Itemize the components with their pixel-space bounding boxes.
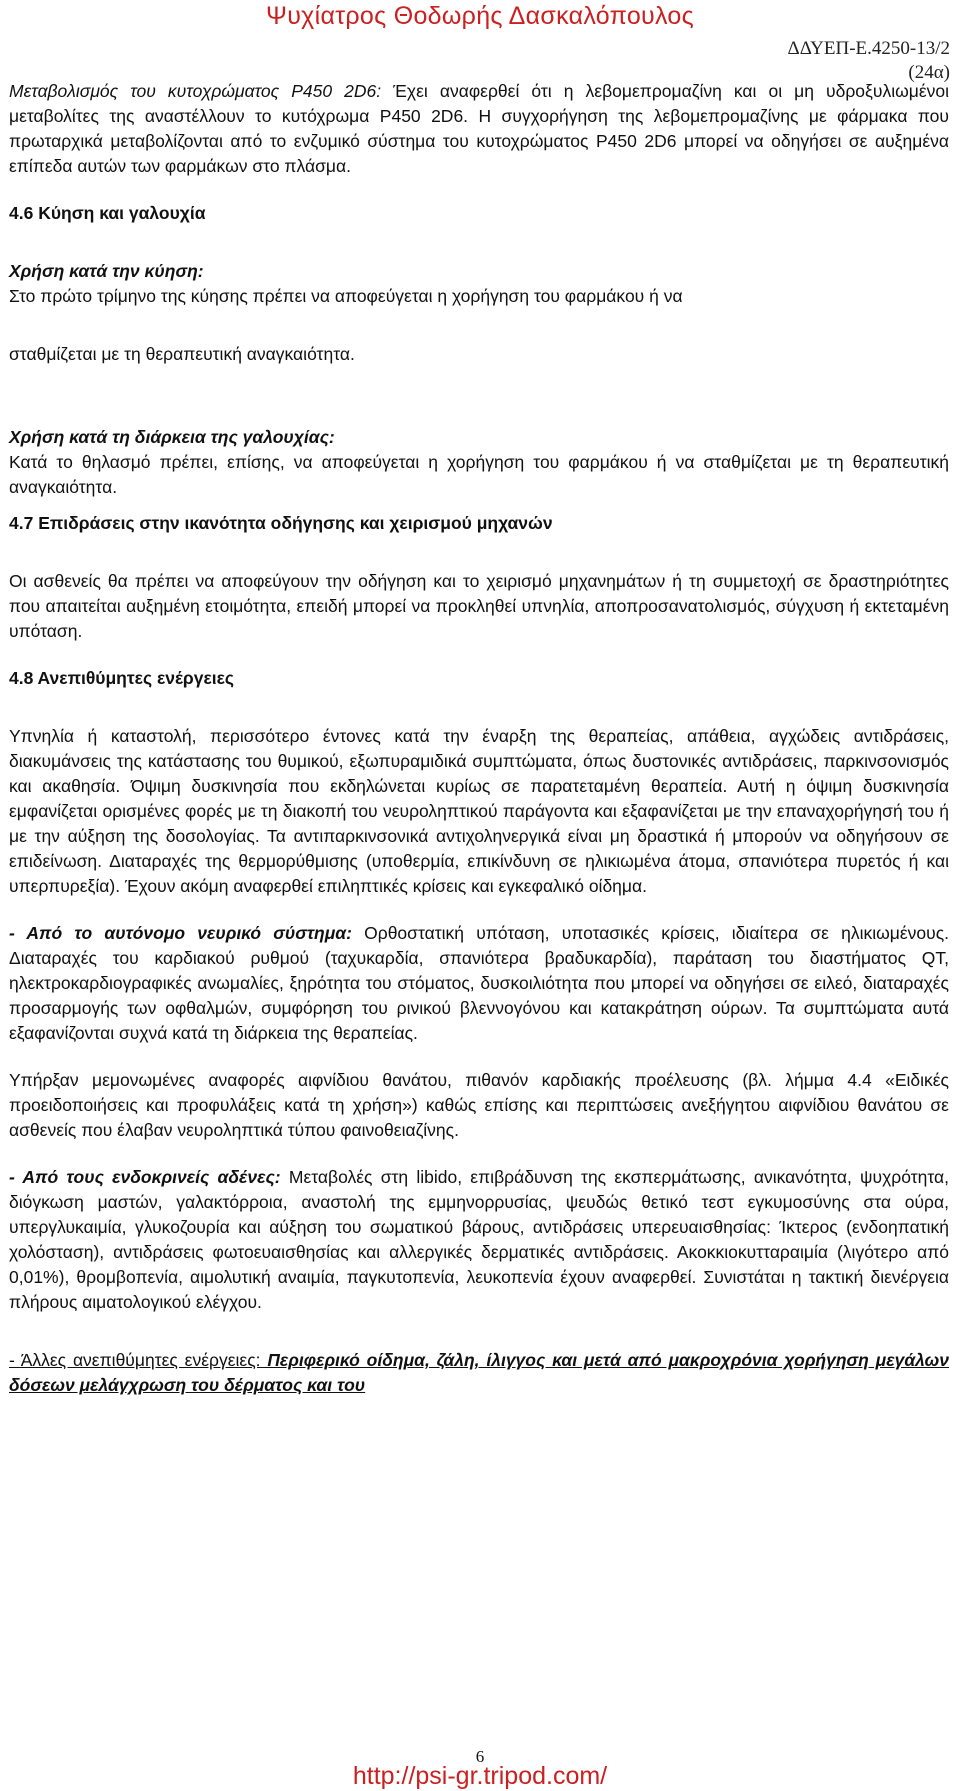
pregnancy-text-line2: σταθμίζεται με τη θεραπευτική αναγκαιότητα. (9, 344, 355, 364)
document-body (9, 79, 949, 1398)
other-effects-text: Περιφερικό οίδημα, ζάλη, ίλιγγος και μετά από μακροχρόνια χορήγηση μεγάλων δόσεων μελάγχρωση του δέρματος και του (9, 1350, 950, 1395)
page-number: 6 (475, 1747, 485, 1766)
paragraph-metabolism (9, 79, 949, 179)
paragraph-sudden-death: Υπήρξαν μεμονωμένες αναφορές αιφνίδιου θανάτου, πιθανόν καρδιακής προέλευσης (βλ. λήμμα 4.4 «Ειδικές προειδοποιήσεις και προφυλάξεις κατά τη χρήση») καθώς επίσης και περιπτώσεις ανεξήγητου αιφνίδιου θανάτου σε ασθενείς που έλαβαν νευροληπτικά τύπου φαινοθειαζίνης. (9, 1070, 949, 1140)
section-heading-4-7: 4.7 Επιδράσεις στην ικανότητα οδήγησης και χειρισμού μηχανών (9, 513, 553, 533)
section-heading-4-8: 4.8 Ανεπιθύμητες ενέργειες (9, 668, 235, 688)
lactation-text: Κατά το θηλασμό πρέπει, επίσης, να αποφεύγεται η χορήγηση του φαρμάκου ή να σταθμίζεται με τη θεραπευτική αναγκαιότητα. (9, 452, 949, 497)
paragraph-adverse-effects: Υπνηλία ή καταστολή, περισσότερο έντονες κατά την έναρξη της θεραπείας, απάθεια, αγχώδεις αντιδράσεις, διακυμάνσεις της κατάστασης του θυμικού, εξωπυραμιδικά συμπτώματα, όπως δυστονικές αντιδράσεις, παρκινσονισμός και ακαθησία. Όψιμη δυσκινησία που εκδηλώνεται κυρίως σε παρατεταμένη θεραπεία. Αυτή η όψιμη δυσκινησία εμφανίζεται ορισμένες φορές με τη διακοπή του νευροληπτικού παράγοντα και εξαφανίζεται με την επαναχορήγησή του ή με την αύξηση της δοσολογίας. Τα αντιπαρκινσονικά αντιχοληνεργικά είναι μη δραστικά ή μπορούν να οδηγήσουν σε επιδείνωση. Διαταραχές της θερμορύθμισης (υποθερμία, επικίνδυνη σε ηλικιωμένα άτομα, σπανιότερα πυρετός ή και υπερπυρεξία). Έχουν ακόμη αναφερθεί επιληπτικές κρίσεις και εγκεφαλικό οίδημα. (9, 726, 949, 896)
paragraph-endocrine (9, 1165, 949, 1315)
autonomic-text: Ορθοστατική υπόταση, υποτασικές κρίσεις, ιδιαίτερα σε ηλικιωμένους. Διαταραχές του καρδιακού ρυθμού (ταχυκαρδία, σπανιότερα βραδυκαρδία), παράταση του διαστήματος QT, ηλεκτροκαρδιογραφικές ανωμαλίες, ξηρότητα του στόματος, δυσκοιλιότητα που μπορεί να οδηγήσει σε ειλεό, διαταραχές προσαρμογής των οφθαλμών, συμφόρηση του ρινικού βλεννογόνου και κατακράτηση ούρων. Τα συμπτώματα αυτά εξαφανίζονται συχνά κατά τη διάρκεια της θεραπείας. (9, 923, 949, 1043)
lactation-subheading: Χρήση κατά τη διάρκεια της γαλουχίας: (9, 427, 335, 447)
autonomic-label: - Από το αυτόνομο νευρικό σύστημα: (9, 923, 352, 943)
section-heading-4-6: 4.6 Κύηση και γαλουχία (9, 203, 206, 223)
endocrine-text: Μεταβολές στη libido, επιβράδυνση της εκσπερμάτωσης, ανικανότητα, ψυχρότητα, διόγκωση μαστών, γαλακτόρροια, αναστολή της εμμηνορρυσίας, ψευδώς θετικό τεστ εγκυμοσύνης στα ούρα, υπεργλυκαιμία, γλυκοζουρία και αύξηση του σωματικού βάρους, αντιδράσεις υπερευαισθησίας: Ίκτερος (ενδοηπατική χολόσταση), αντιδράσεις φωτοευαισθησίας και αλλεργικές δερματικές αντιδράσεις. Ακοκκιοκυτταραιμία (λιγότερο από 0,01%), θρομβοπενία, αιμολυτική αναιμία, παγκυτοπενία, λευκοπενία έχουν αναφερθεί. Συνιστάται η τακτική διενέργεια πλήρους αιματολογικού ελέγχου. (9, 1167, 949, 1312)
header-title: Ψυχίατρος Θοδωρής Δασκαλόπουλος (266, 2, 694, 30)
metabolism-label: Μεταβολισμός του κυτοχρώματος P450 2D6: (9, 81, 382, 101)
pregnancy-text-line1: Στο πρώτο τρίμηνο της κύησης πρέπει να αποφεύγεται η χορήγηση του φαρμάκου ή να (9, 286, 683, 306)
paragraph-driving: Οι ασθενείς θα πρέπει να αποφεύγουν την οδήγηση και το χειρισμό μηχανημάτων ή τη συμμετοχή σε δραστηριότητες που απαιτείται αυξημένη ετοιμότητα, επειδή μπορεί να προκληθεί υπνηλία, αποπροσανατολισμός, σύγχυση ή εκτεταμένη υπόταση. (9, 571, 949, 641)
other-effects-label: - Άλλες ανεπιθύμητες ενέργειες: (9, 1350, 261, 1370)
paragraph-autonomic (9, 921, 949, 1046)
pregnancy-subheading: Χρήση κατά την κύηση: (9, 261, 204, 281)
document-reference: ΔΔΥΕΠ-Ε.4250-13/2 (787, 38, 950, 59)
endocrine-label: - Από τους ενδοκρινείς αδένες: (9, 1167, 281, 1187)
document-reference-page: (24α) (908, 62, 950, 83)
paragraph-other-effects (9, 1348, 949, 1398)
metabolism-text: Έχει αναφερθεί ότι η λεβομεπρομαζίνη και οι μη υδροξυλιωμένοι μεταβολίτες της αναστέλλουν το κυτόχρωμα P450 2D6. Η συγχορήγηση της λεβομεπρομαζίνης με φάρμακα που πρωταρχικά μεταβολίζονται από το ενζυμικό σύστημα του κυτοχρώματος P450 2D6 μπορεί να οδηγήσει σε αυξημένα επίπεδα αυτών των φαρμάκων στο πλάσμα. (9, 81, 950, 176)
footer-url: http://psi-gr.tripod.com/ (352, 1762, 608, 1790)
